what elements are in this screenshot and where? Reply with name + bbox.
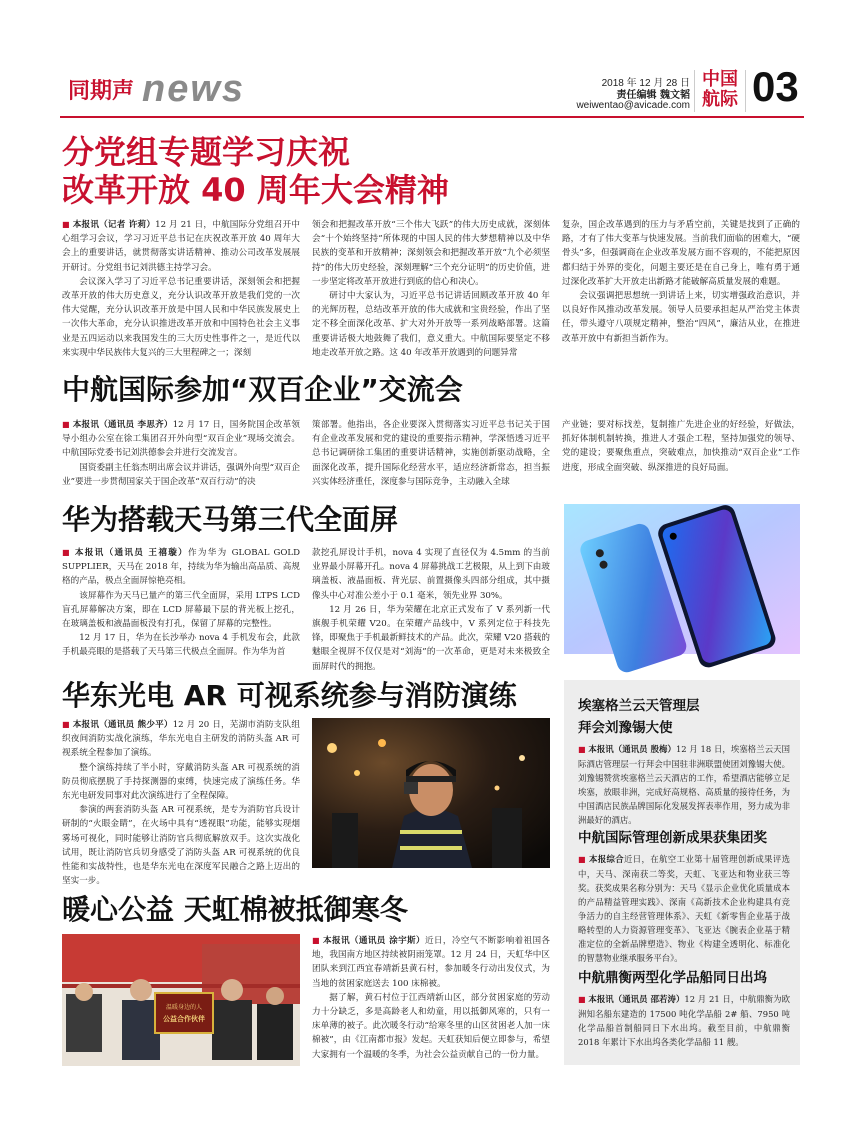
award-plaque bbox=[154, 992, 214, 1034]
brief2-text: 近日，在航空工业第十届管理创新成果评选中，天马、深南获二等奖，天虹、飞亚达和物业获三等奖。获奖成果名称分别为：天马《显示企业优化质量成本的产品精益管理实践》、深南《高新技术企业构建具有竞争活力的自主经营管理体系》、天虹《新零售企业基于战略转型的人力资源管理变革》、飞亚达《腕表企业基于精准定位的全新品牌塑造》、物业《构建全透明化、标准化的智慧物业继承服务平台》。 bbox=[578, 854, 791, 963]
brief3-headline: 中航鼎衡两型化学品船同日出坞 bbox=[578, 970, 767, 986]
brief3-text: 12 月 21 日，中航鼎衡为欧洲知名船东建造的 17500 吨化学品船 2# 船、7950 吨化学品船首制船同日下水出坞。截至目前，中航鼎衡 2018 年累计下水出坞各类化学品船 11 艘。 bbox=[578, 994, 790, 1047]
section-name: 同期声 bbox=[68, 78, 135, 104]
bullet-square-icon: ■ bbox=[62, 548, 71, 557]
article1-col3-para2: 会议强调把思想统一到讲话上来，切实增强政治意识，并以良好作风推动改革发展。领导人员要承担起从严治党主体责任，带头遵守八项规定精神，整治“四风”，廉洁从业，在推进改革开放中有新担当新作为。 bbox=[562, 291, 800, 344]
article5-byline: 本报讯（通讯员 涂宇斯） bbox=[323, 936, 425, 946]
article1-column-3 bbox=[562, 218, 800, 344]
bullet-square-icon: ■ bbox=[578, 855, 586, 864]
article4-col1-para2: 整个演练持续了半小时，穿戴消防头盔 AR 可视系统的消防员彻底摆脱了手持探测器的束缚，快速完成了演练任务。华东光电研发同事对此次演练进行了全程保障。 bbox=[62, 762, 300, 802]
masthead-news-logo: news bbox=[142, 68, 246, 110]
logo-line-2: 航际 bbox=[702, 89, 738, 110]
article1-column-1 bbox=[62, 218, 301, 358]
header-divider bbox=[60, 116, 804, 118]
article5-col1-para2: 据了解，黄石村位于江西靖新山区，部分贫困家庭的劳动力十分缺乏，多是高龄老人和幼童，用以抵御风寒的，只有一床单薄的被子。此次暖冬行动“给寒冬里的山区贫困老人加一床棉被”，由《江南都市报》发起。天虹获知后便立即参与，希望大家拥有一个温暖的冬季，为社会公益贡献自己的一份力量。 bbox=[312, 992, 550, 1060]
article5-col1-text: 近日，冷空气不断影响着祖国各地，我国南方地区持续被阴雨笼罩。12 月 24 日，天虹华中区团队来到江西宜春靖新县黄石村，参加暖冬行动出发仪式，为当地的贫困家庭送去 100 床棉被。 bbox=[312, 936, 551, 989]
article2-col1-para2: 国资委副主任翁杰明出席会议并讲话，强调外向型“双百企业”要进一步贯彻国家关于国企改革“双百行动”的决 bbox=[62, 462, 300, 487]
article3-column-2 bbox=[312, 546, 550, 672]
article4-headline: 华东光电 AR 可视系统参与消防演练 bbox=[62, 679, 517, 712]
article1-byline: 本报讯（记者 许莉） bbox=[72, 220, 156, 230]
article4-byline: 本报讯（通讯员 熊少平） bbox=[72, 720, 173, 730]
newspaper-logo bbox=[694, 70, 746, 112]
bullet-square-icon: ■ bbox=[62, 720, 70, 729]
brief3-body bbox=[578, 992, 790, 1062]
article2-column-2 bbox=[312, 418, 550, 488]
charity-ceremony-photo bbox=[62, 934, 300, 1066]
firefighter-ar-helmet-photo bbox=[312, 718, 550, 868]
editor-email[interactable]: weiwentao@avicade.com bbox=[576, 100, 690, 111]
article2-byline: 本报讯（通讯员 李思齐） bbox=[72, 420, 173, 430]
phone-product-photo bbox=[564, 504, 800, 654]
article4-col1-text: 12 月 20 日，芜湖市消防支队组织夜间消防实战化演练，华东光电自主研发的消防头盔 AR 可视系统全程参加了演练。 bbox=[62, 720, 300, 759]
article1-column-2 bbox=[312, 218, 550, 358]
editor-credit: 责任编辑 魏文韬 bbox=[616, 90, 690, 101]
bullet-square-icon: ■ bbox=[578, 745, 586, 754]
plaque-line-1: 温暖身边的人 bbox=[165, 1004, 202, 1011]
article1-col2-text: 领会和把握改革开放“三个伟大飞跃”的伟大历史成就，深刻体会“十个始终坚持”所体现的中国人民的伟大梦想精神以及中华民族的变革和开放精神；深刻领会和把握改革开放“九个必须坚持”的伟大历史经验，深刻理解“三个充分证明”的历史价值，进一步坚定将改革开放进行到底的信心和决心。 bbox=[312, 220, 550, 287]
article1-col2-para2: 研讨中大家认为，习近平总书记讲话回顾改革开放 40 年的光辉历程，总结改革开放的伟大成就和宝贵经验，作出了坚定不移全面深化改革、扩大对外开放等一系列战略部署。这篇重要讲话极大地鼓舞了我们，意义重大。中航国际要坚定不移地走改革开放之路。这 40 年改革开放遇到的问题异常 bbox=[312, 291, 550, 358]
article2-column-1 bbox=[62, 418, 300, 488]
article1-headline-line1: 分党组专题学习庆祝 bbox=[62, 133, 351, 171]
news-brief-sidebar bbox=[564, 680, 800, 1065]
article1-col1-para2: 会议深入学习了习近平总书记重要讲话，深刻领会和把握改革开放的伟大历史意义，充分认识改革开放是我们党的一次伟大觉醒，充分认识改革开放是中国人民和中华民族发展史上一次伟大革命，充分认识推进改革开放和中国特色社会主义事业是五四运动以来我国发生的三大历史性事件之一，是近代以来实现中华民族伟大复兴的三大里程碑之一；深刻 bbox=[62, 276, 300, 358]
article1-col1-text: 12 月 21 日，中航国际分党组召开中心组学习会议，学习习近平总书记在庆祝改革开放 40 周年大会上的重要讲话，就贯彻落实讲话精神、推动公司改革发展展开研讨。分党组书记刘洪德主持学习会。 bbox=[62, 220, 301, 273]
brief1-body bbox=[578, 742, 790, 826]
article1-headline-line2: 改革开放 40 周年大会精神 bbox=[62, 171, 449, 209]
article3-col2-para2: 12 月 26 日，华为荣耀在北京正式发布了 V 系列新一代旗舰手机荣耀 V20。在荣耀产品线中，V 系列定位于科技先锋，即聚焦于手机最新鲜技术的产品。此次，荣耀 V20 搭载的魅眼全视屏不仅仅是对“刘海”的一次革命，更是对未来极致全面屏时代的拥抱。 bbox=[312, 604, 550, 672]
article2-col3-text: 产业链；要对标找差，复制推广先进企业的好经验，好做法，抓好体制机制转换，推进人才强企工程，坚持加强党的领导、党的建设；要聚焦重点，突破难点，加快推动“双百企业”工作进度，形成全面突破、纵深推进的良好局面。 bbox=[562, 420, 800, 473]
bullet-square-icon: ■ bbox=[312, 936, 320, 945]
brief2-byline: 本报综合 bbox=[589, 854, 625, 864]
article4-col1-para3: 参演的两套消防头盔 AR 可视系统，是专为消防官兵设计研制的“火眼金睛”，在火场中具有“透视眼”功能，能够实现烟雾场可视化，同时能够让消防官兵彻底解放双手。这次实战化试用，既让消防官兵切身感受了消防头盔 AR 可视系统的优良性能和实战特性，也是华东光电在深度军民融合之路上迈出的坚实一步。 bbox=[62, 805, 300, 887]
issue-date: 2018 年 12 月 28 日 bbox=[601, 78, 690, 89]
bullet-square-icon: ■ bbox=[62, 420, 70, 429]
page-number: 03 bbox=[752, 63, 799, 110]
article2-column-3 bbox=[562, 418, 800, 488]
plaque-line-2: 公益合作伙伴 bbox=[163, 1014, 205, 1023]
brief2-headline: 中航国际管理创新成果获集团奖 bbox=[578, 830, 767, 846]
article3-col2-text: 款挖孔屏设计手机，nova 4 实现了直径仅为 4.5mm 的当前业界最小屏幕开孔。nova 4 屏幕挑战工艺极限，从上到下由玻璃盖板、液晶面板、背光层、前置摄像头四部分组成，其中摄像头中心对准公差小于 0.1 毫米，领先业界 30%。 bbox=[312, 548, 550, 601]
article3-byline: 本报讯（通讯员 王禧璇） bbox=[74, 548, 188, 558]
article5-column-1 bbox=[312, 934, 550, 1066]
brief1-headline-line2: 拜会刘豫锡大使 bbox=[578, 720, 673, 736]
article3-col1-para2: 该屏幕作为天马已量产的第三代全面屏，采用 LTPS LCD 盲孔屏幕解决方案，即在 LCD 屏幕最下层的背光板上挖孔，在玻璃盖板和液晶面板没有打孔，保留了屏幕的完整性。 bbox=[62, 590, 300, 630]
article2-headline: 中航国际参加“双百企业”交流会 bbox=[62, 373, 463, 406]
brief3-byline: 本报讯（通讯员 邵若涛） bbox=[588, 994, 685, 1004]
brief1-byline: 本报讯（通讯员 殷梅） bbox=[588, 744, 676, 754]
article3-column-1 bbox=[62, 546, 300, 662]
article4-column-1 bbox=[62, 718, 300, 887]
article3-col1-para3: 12 月 17 日，华为在长沙举办 nova 4 手机发布会，此款手机最亮眼的是搭载了天马第三代极点全面屏。作为华为首 bbox=[62, 633, 300, 658]
article2-col1-text: 12 月 17 日，国务院国企改革领导小组办公室在徐工集团召开外向型“双百企业”现场交流会。中航国际党委书记刘洪德参会并进行交流发言。 bbox=[62, 420, 300, 459]
article5-headline: 暖心公益 天虹棉被抵御寒冬 bbox=[62, 893, 408, 926]
brief2-body bbox=[578, 852, 790, 964]
article1-col3-text: 复杂，国企改革遇到的压力与矛盾空前，关键是找到了正确的路，才有了伟大变革与快速发展。当前我们面临的困难大，“硬骨头”多，但强调商在企业改革发展方面不容观的，不能把原因都归结于外界的变化，问题主要还是在自己身上，唯有勇于通过深化改革扩大开放走出新路才能破解高质量发展的难题。 bbox=[562, 220, 800, 287]
article3-headline: 华为搭载天马第三代全面屏 bbox=[62, 503, 399, 536]
brief1-text: 12 月 18 日，埃塞格兰云天国际酒店管理层一行拜会中国驻非洲联盟使团刘豫锡大使。刘豫锡赞赏埃塞格兰云天酒店的工作，希望酒店能够立足埃塞，放眼非洲，完成好高规格、高质量的接待任务，为中国酒店民族品牌国际化发展发挥表率作用，努力成为非洲最好的酒店。 bbox=[578, 744, 790, 825]
brief1-headline-line1: 埃塞格兰云天管理层 bbox=[578, 698, 700, 714]
article3-col1-text: 作为华为 GLOBAL GOLD SUPPLIER，天马在 2018 年，持续为华为输出高品质、高规格的产品，极点全面屏惊艳亮相。 bbox=[62, 548, 300, 587]
bullet-square-icon: ■ bbox=[578, 995, 586, 1004]
article2-col2-text: 策部署。他指出，各企业要深入贯彻落实习近平总书记关于国有企业改革发展和党的建设的重要指示精神，学深悟透习近平总书记调研徐工集团的重要讲话精神，实施创新驱动战略，全面深化改革，提升国际化经营水平，适应经济新常态，担当振兴实体经济重任，深度参与国际竞争，主动融入全球 bbox=[312, 420, 550, 487]
bullet-square-icon: ■ bbox=[62, 220, 70, 229]
logo-line-1: 中国 bbox=[702, 69, 738, 90]
